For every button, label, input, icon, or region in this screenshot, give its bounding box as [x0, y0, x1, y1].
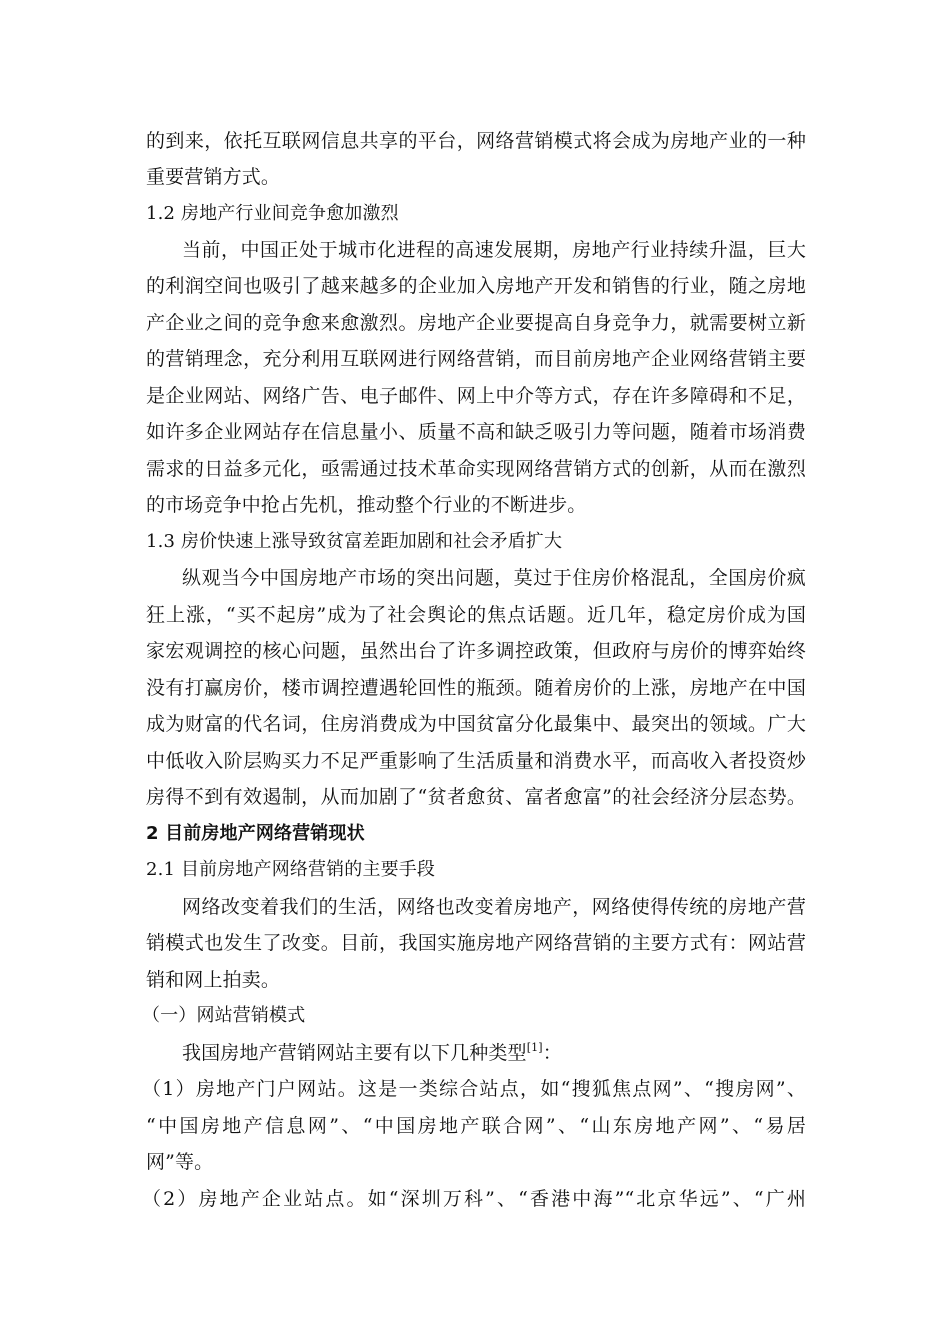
section-heading-1-3: 1.3 房价快速上涨导致贫富差距加剧和社会矛盾扩大	[146, 531, 563, 552]
body-text-line: 重要营销方式。	[146, 166, 281, 188]
body-text-line: 销和网上拍卖。	[146, 969, 281, 991]
body-text-line: 销模式也发生了改变。目前，我国实施房地产网络营销的主要方式有：网站营	[146, 932, 806, 954]
body-text-line: 房得不到有效遏制，从而加剧了“贫者愈贫、富者愈富”的社会经济分层态势。	[146, 786, 806, 808]
body-text-line: 的到来，依托互联网信息共享的平台，网络营销模式将会成为房地产业的一种	[146, 130, 806, 152]
body-text-line: 家宏观调控的核心问题，虽然出台了许多调控政策，但政府与房价的博弈始终	[146, 640, 806, 662]
body-text-line: 纵观当今中国房地产市场的突出问题，莫过于住房价格混乱，全国房价疯	[182, 567, 806, 589]
body-text-line: 狂上涨，“买不起房”成为了社会舆论的焦点话题。近几年，稳定房价成为国	[146, 604, 806, 626]
body-text-line: 当前，中国正处于城市化进程的高速发展期，房地产行业持续升温，巨大	[182, 239, 806, 261]
body-text-line: 成为财富的代名词，住房消费成为中国贫富分化最集中、最突出的领域。广大	[146, 713, 806, 735]
body-text-line: 是企业网站、网络广告、电子邮件、网上中介等方式，存在许多障碍和不足，	[146, 385, 806, 407]
body-text-line: 的利润空间也吸引了越来越多的企业加入房地产开发和销售的行业，随之房地	[146, 275, 806, 297]
body-text-line: 需求的日益多元化，亟需通过技术革命实现网络营销方式的创新，从而在激烈	[146, 458, 806, 480]
list-item-line: “中国房地产信息网”、“中国房地产联合网”、“山东房地产网”、“易居	[146, 1115, 806, 1137]
list-item-line: （2）房地产企业站点。如“深圳万科”、“香港中海”“北京华远”、“广州	[142, 1188, 806, 1210]
body-text-line: 中低收入阶层购买力不足严重影响了生活质量和消费水平，而高收入者投资炒	[146, 750, 806, 772]
section-heading-2: 2 目前房地产网络营销现状	[146, 823, 365, 844]
body-text-line: 网络改变着我们的生活，网络也改变着房地产，网络使得传统的房地产营	[182, 896, 806, 918]
subsection-heading-website: （一）网站营销模式	[142, 1005, 306, 1026]
list-item-line: （1）房地产门户网站。这是一类综合站点，如“搜狐焦点网”、“搜房网”、	[142, 1078, 806, 1100]
body-text-line	[182, 1040, 806, 1066]
body-text-line: 如许多企业网站存在信息量小、质量不高和缺乏吸引力等问题，随着市场消费	[146, 421, 806, 443]
body-text-line: 的营销理念，充分利用互联网进行网络营销，而目前房地产企业网络营销主要	[146, 348, 806, 370]
section-heading-2-1: 2.1 目前房地产网络营销的主要手段	[146, 859, 436, 880]
body-text-line: 没有打赢房价，楼市调控遭遇轮回性的瓶颈。随着房价的上涨，房地产在中国	[146, 677, 806, 699]
citation-ref[interactable]: [1]	[526, 1041, 543, 1054]
intro-text: 我国房地产营销网站主要有以下几种类型	[182, 1042, 527, 1064]
intro-tail: ：	[542, 1042, 562, 1064]
section-heading-1-2: 1.2 房地产行业间竞争愈加激烈	[146, 203, 399, 224]
body-text-line: 的市场竞争中抢占先机，推动整个行业的不断进步。	[146, 494, 587, 516]
list-item-line: 网”等。	[146, 1151, 214, 1173]
body-text-line: 产企业之间的竞争愈来愈激烈。房地产企业要提高自身竞争力，就需要树立新	[146, 312, 806, 334]
